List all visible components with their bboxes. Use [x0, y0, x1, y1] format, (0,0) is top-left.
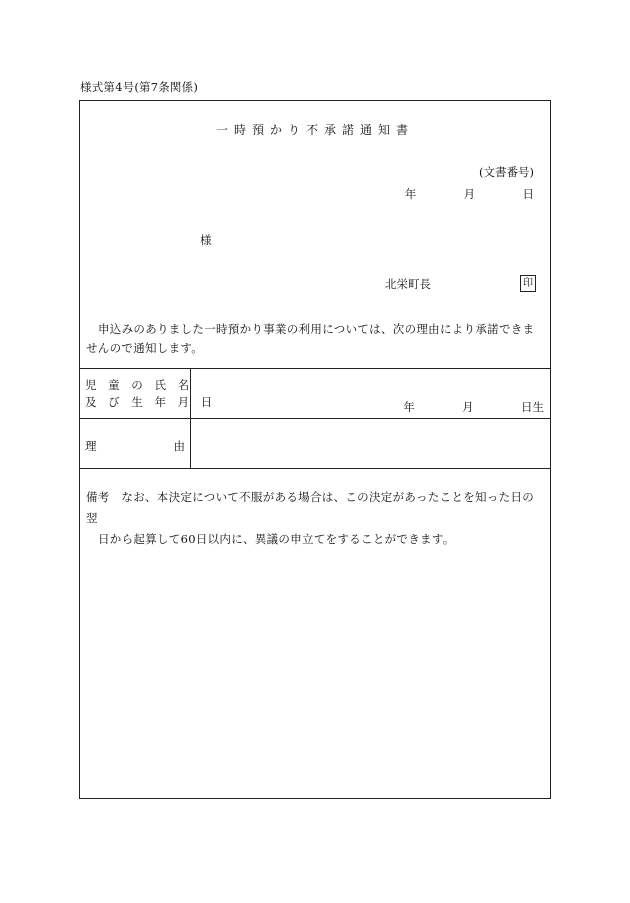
- notice-form-frame: [79, 100, 551, 799]
- issue-date: 年 月 日: [404, 187, 534, 201]
- child-name-label-line1: 児 童 の 氏 名: [85, 378, 194, 392]
- birth-date-field: 年 月 日生: [403, 400, 544, 414]
- document-title: 一時預かり不承諾通知書: [215, 123, 414, 137]
- notice-body-text: 申込みのありました一時預かり事業の利用については、次の理由により承諾できませんので通知します。: [86, 322, 535, 355]
- remarks-line1: 備考 なお、本決定について不服がある場合は、この決定があったことを知った日の翌: [86, 490, 535, 525]
- document-number: (文書番号): [479, 165, 534, 179]
- table-top-rule: [80, 368, 550, 369]
- table-bottom-rule: [80, 468, 550, 469]
- addressee-honorific: 様: [200, 233, 212, 247]
- reason-label-left: 理: [85, 439, 97, 453]
- reason-label-right: 由: [173, 439, 185, 453]
- remarks-line2: 日から起算して60日以内に、異議の申立てをすることができます。: [98, 532, 455, 546]
- issuer-title: 北栄町長: [385, 277, 431, 291]
- child-name-label-line2: 及 び 生 年 月 日: [85, 395, 217, 409]
- form-number-label: 様式第4号(第7条関係): [80, 80, 199, 94]
- remarks-note: [86, 487, 544, 550]
- child-name-label: [85, 377, 216, 411]
- table-middle-rule: [80, 418, 550, 419]
- seal-stamp-box: 印: [520, 275, 536, 292]
- reason-label: [85, 438, 185, 454]
